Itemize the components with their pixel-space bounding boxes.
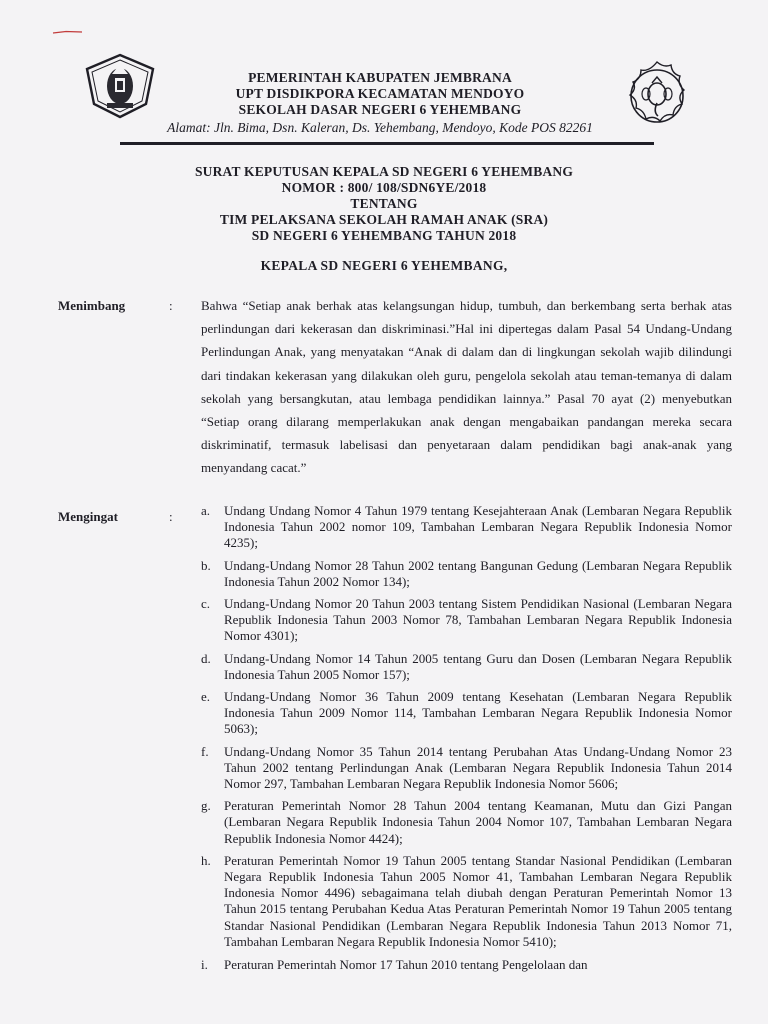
menimbang-label: Menimbang [58,298,126,313]
issuer-heading: KEPALA SD NEGERI 6 YEHEMBANG, [260,258,508,273]
list-text: Peraturan Pemerintah Nomor 19 Tahun 2005 tentang Standar Nasional Pendidikan (Lembaran Negara Republik Indonesia Tahun 2005 Nomor 41, Tambahan Lembaran Negara Republik Indonesia Nomor 4496) sebagaimana telah diubah dengan Peraturan Pemerintah Nomor 13 Tahun 2015 tentang Perubahan Kedua Atas Peraturan Pemerintah Nomor 19 Tahun 2005 tentang Standar Nasional Pendidikan (Lembaran Negara Republik Indonesia Tahun 2013 Nomor 71, Tambahan Lembaran Negara Republik Indonesia Nomor 5410); [224,852,732,949]
list-item [201,689,732,738]
letterhead-divider [120,142,654,145]
list-text: Undang Undang Nomor 4 Tahun 1979 tentang Kesejahteraan Anak (Lembaran Negara Republik Indonesia Tahun 2002 nomor 109, Tambahan Lembaran Negara Republik Indonesia Nomor 4235); [224,503,732,551]
list-text: Undang-Undang Nomor 35 Tahun 2014 tentang Perubahan Atas Undang-Undang Nomor 23 Tahun 2002 tentang Perlindungan Anak (Lembaran Negara Republik Indonesia Tahun 2014 Nomor 297, Tambahan Lembaran Negara Republik Indonesia Nomor 5606; [224,743,732,792]
list-marker: b. [201,557,211,573]
mengingat-label: Mengingat [58,509,118,524]
letterhead-office: UPT DISDIKPORA KECAMATAN MENDOYO [235,86,525,101]
list-item [201,503,732,552]
list-marker: g. [201,798,211,814]
title-decree-of: SURAT KEPUTUSAN KEPALA SD NEGERI 6 YEHEMBANG [194,164,574,179]
menimbang-paragraph: Bahwa “Setiap anak berhak atas kelangsungan hidup, tumbuh, dan berkembang serta berhak atas perlindungan dari kekerasan dan diskriminasi.”Hal ini dipertegas dalam Pasal 54 Undang-Undang Perlindungan Anak, yang menyatakan “Anak di dalam dan di lingkungan sekolah wajib dilindungi dari tindakan kekerasan yang dilakukan oleh guru, pengelola sekolah atau teman-temanya di dalam sekolah yang bersangkutan, atau lembaga pendidikan lainnya.” Pasal 70 ayat (2) menyebutkan “Setiap orang dilarang memperlakukan anak dengan mengabaikan pandangan mereka secara diskriminatif, termasuk labelisasi dan penyetaraan dalam pendidikan bagi anak-anak yang menyandang cacat.” [201,298,732,476]
list-text: Peraturan Pemerintah Nomor 28 Tahun 2004 tentang Keamanan, Mutu dan Gizi Pangan (Lembaran Negara Republik Indonesia Tahun 2004 Nomor 107, Tambahan Lembaran Negara Republik Indonesia Nomor 4424); [224,798,732,846]
mengingat-list [201,503,732,974]
letterhead-school: SEKOLAH DASAR NEGERI 6 YEHEMBANG [238,102,522,117]
menimbang-colon: : [169,298,173,313]
decree-title [120,164,648,244]
school-ganesha-emblem [616,58,698,134]
list-text: Undang-Undang Nomor 20 Tahun 2003 tentang Sistem Pendidikan Nasional (Lembaran Negara Republik Indonesia Tahun 2003 Nomor 78, Tambahan Lembaran Negara Republik Indonesia Nomor 4301); [224,596,732,644]
list-marker: i. [201,957,208,973]
mengingat-colon: : [169,509,173,524]
list-text: Undang-Undang Nomor 14 Tahun 2005 tentang Guru dan Dosen (Lembaran Negara Republik Indonesia Tahun 2005 Nomor 157); [224,650,732,682]
list-marker: d. [201,650,211,666]
letterhead-government: PEMERINTAH KABUPATEN JEMBRANA [248,70,512,85]
list-marker: c. [201,596,211,612]
list-item [201,956,732,974]
letterhead-address: Alamat: Jln. Bima, Dsn. Kaleran, Ds. Yehembang, Mendoyo, Kode POS 82261 [167,120,593,135]
title-subject: TIM PELAKSANA SEKOLAH RAMAH ANAK (SRA) [219,212,549,227]
title-about: TENTANG [350,196,418,211]
list-marker: f. [201,743,209,759]
title-school-year: SD NEGERI 6 YEHEMBANG TAHUN 2018 [251,228,517,243]
red-pen-mark [52,30,88,34]
list-item [201,744,732,793]
list-item [201,558,732,590]
title-number: NOMOR : 800/ 108/SDN6YE/2018 [281,180,487,195]
list-item [201,651,732,683]
list-marker: a. [201,503,211,518]
letterhead [140,70,620,137]
list-text: Undang-Undang Nomor 28 Tahun 2002 tentang Bangunan Gedung (Lembaran Negara Republik Indonesia Tahun 2002 Nomor 134); [224,557,732,589]
list-marker: h. [201,852,211,868]
list-item [201,798,732,847]
list-text: Undang-Undang Nomor 36 Tahun 2009 tentang Kesehatan (Lembaran Negara Republik Indonesia Tahun 2009 Nomor 114, Tambahan Lembaran Negara Republik Indonesia Nomor 5063); [224,689,732,737]
list-item [201,596,732,645]
list-text: Peraturan Pemerintah Nomor 17 Tahun 2010 tentang Pengelolaan dan [224,957,588,973]
list-item [201,853,732,950]
list-marker: e. [201,689,211,705]
